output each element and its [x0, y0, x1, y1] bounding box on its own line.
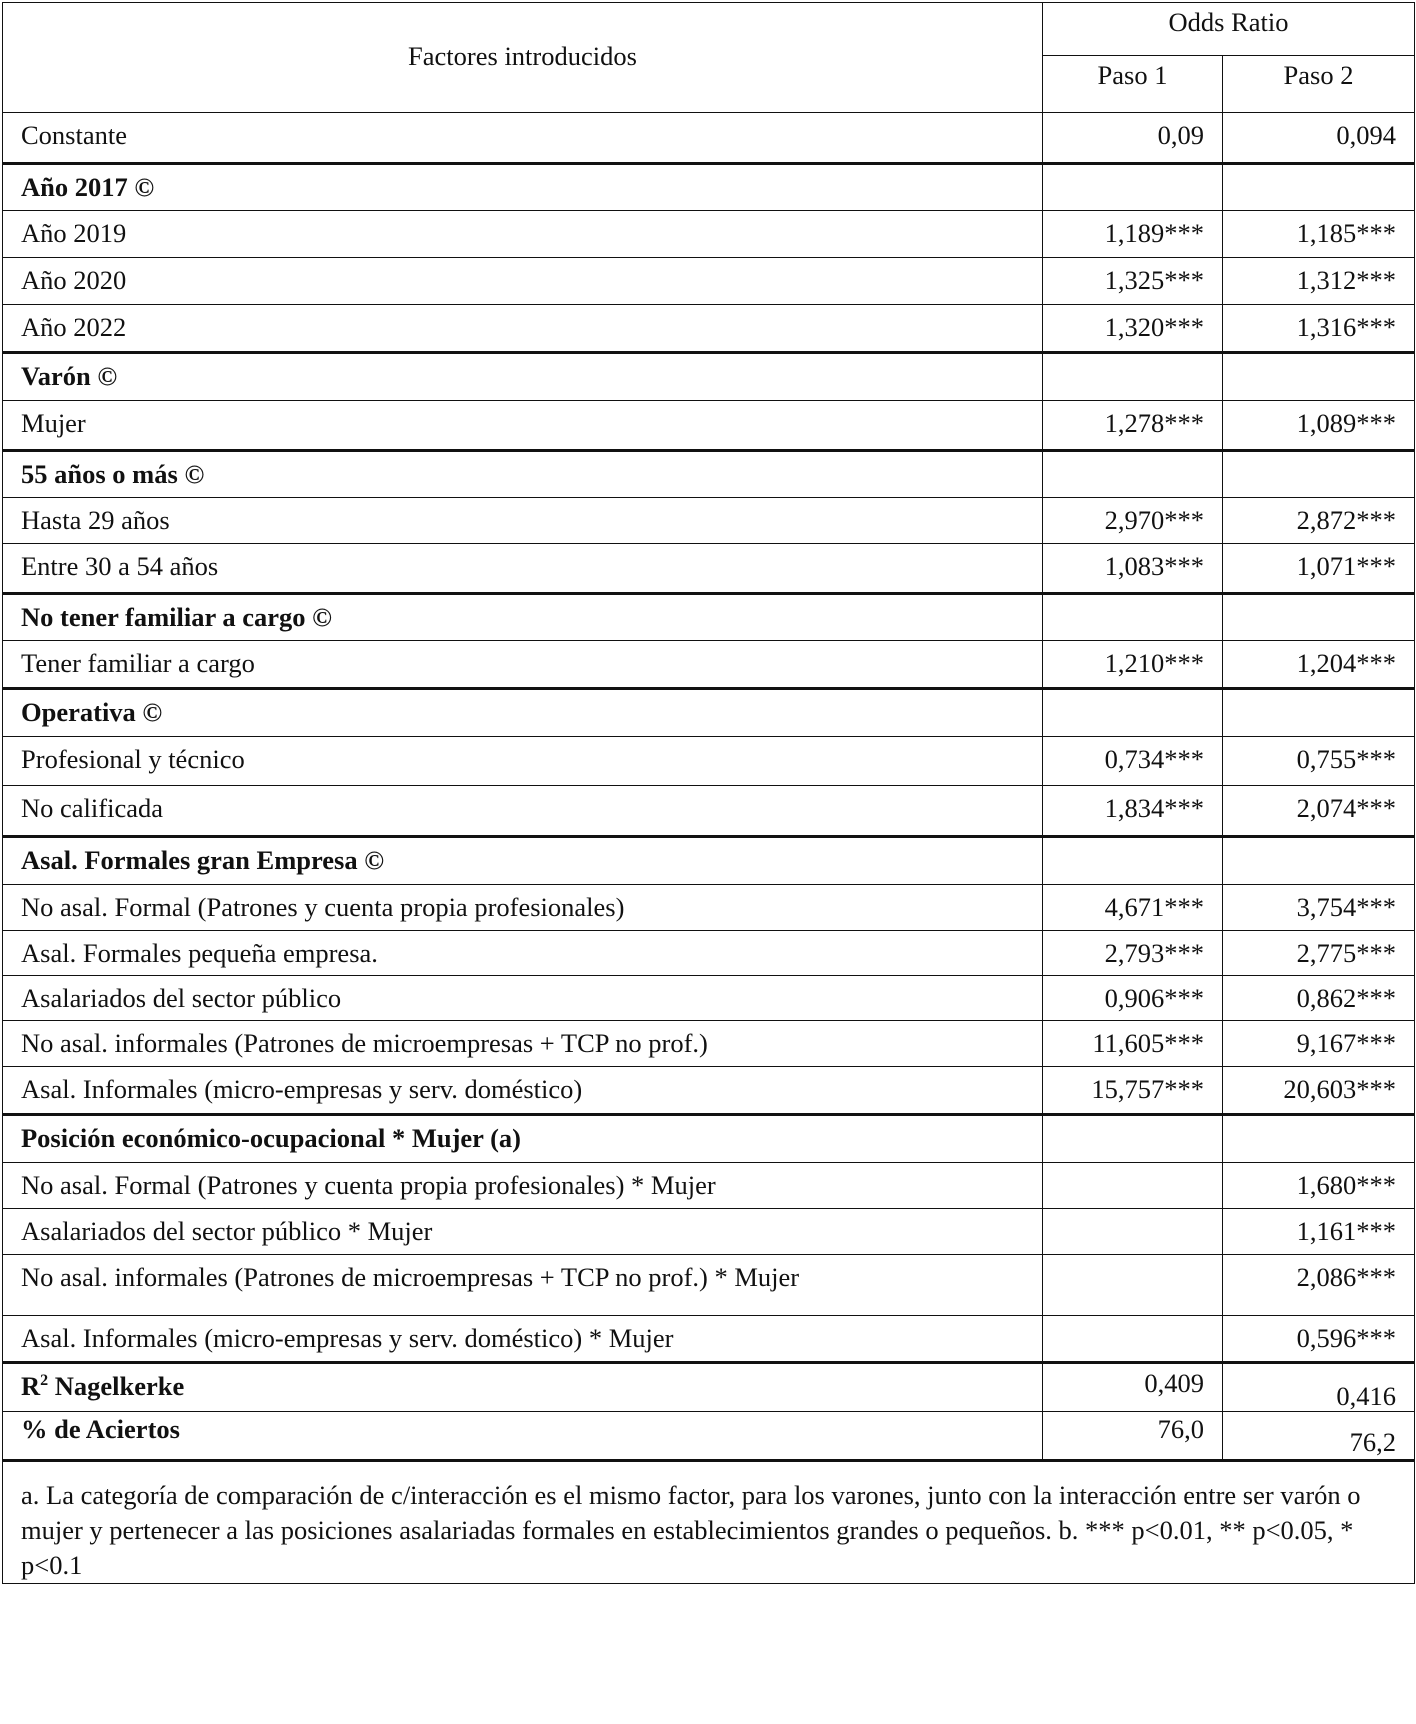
- table-row: [3, 1067, 1415, 1115]
- table-row: [3, 401, 1415, 451]
- group-title: Asal. Formales gran Empresa ©: [3, 837, 1043, 885]
- footnote: a. La categoría de comparación de c/interacción es el mismo factor, para los varones, junto con la interacción entre ser varón o mujer y pertenecer a las posiciones asalariadas formales en establecimientos grandes o pequeños. b. *** p<0.01, ** p<0.05, * p<0.1: [3, 1461, 1415, 1584]
- row-label: Año 2022: [3, 305, 1043, 353]
- row-label: No asal. informales (Patrones de microempresas + TCP no prof.) * Mujer: [3, 1255, 1043, 1316]
- paso1-value: 1,189***: [1043, 211, 1223, 258]
- paso2-value: 1,089***: [1223, 401, 1415, 451]
- empty-cell: [1043, 1115, 1223, 1163]
- row-label: Mujer: [3, 401, 1043, 451]
- row-label: $R^2$ Nagelkerke: [3, 1363, 1043, 1412]
- table-row: [3, 1163, 1415, 1209]
- paso2-value: 0,862***: [1223, 976, 1415, 1021]
- group-title: Posición económico-ocupacional * Mujer (a): [3, 1115, 1043, 1163]
- empty-cell: [1223, 451, 1415, 498]
- paso1-value: 1,834***: [1043, 786, 1223, 837]
- header-paso-2: Paso 2: [1223, 56, 1415, 113]
- paso2-value: 0,094: [1223, 113, 1415, 164]
- paso1-value: 1,325***: [1043, 258, 1223, 305]
- paso2-value: 2,074***: [1223, 786, 1415, 837]
- group-title: Varón ©: [3, 353, 1043, 401]
- table-row: [3, 1316, 1415, 1363]
- odds-ratio-table: [2, 2, 1415, 1584]
- table-row: [3, 1255, 1415, 1316]
- table-row: [3, 498, 1415, 544]
- odds-ratio-table-container: [2, 2, 1414, 1584]
- empty-cell: [1043, 164, 1223, 211]
- row-aciertos: [3, 1412, 1415, 1461]
- row-label: Asal. Informales (micro-empresas y serv. doméstico): [3, 1067, 1043, 1115]
- group-title-row: [3, 164, 1415, 211]
- row-label: Asalariados del sector público: [3, 976, 1043, 1021]
- paso1-value: [1043, 1255, 1223, 1316]
- row-label: No asal. informales (Patrones de microempresas + TCP no prof.): [3, 1021, 1043, 1067]
- paso1-value: [1043, 1209, 1223, 1255]
- header-paso-1: Paso 1: [1043, 56, 1223, 113]
- group-title-row: [3, 689, 1415, 737]
- table-row: [3, 1021, 1415, 1067]
- row-label: Hasta 29 años: [3, 498, 1043, 544]
- empty-cell: [1043, 451, 1223, 498]
- paso1-value: 11,605***: [1043, 1021, 1223, 1067]
- empty-cell: [1223, 594, 1415, 641]
- paso1-value: [1043, 1163, 1223, 1209]
- paso1-value: 2,970***: [1043, 498, 1223, 544]
- empty-cell: [1223, 1115, 1415, 1163]
- paso1-value: 76,0: [1043, 1412, 1223, 1461]
- header-factores: Factores introducidos: [3, 3, 1043, 113]
- row-label: Año 2020: [3, 258, 1043, 305]
- empty-cell: [1043, 837, 1223, 885]
- table-row: [3, 1209, 1415, 1255]
- paso2-value: 0,755***: [1223, 737, 1415, 786]
- paso1-value: 0,409: [1043, 1363, 1223, 1412]
- paso2-value: 9,167***: [1223, 1021, 1415, 1067]
- paso1-value: 1,320***: [1043, 305, 1223, 353]
- table-row: [3, 544, 1415, 594]
- paso2-value: 3,754***: [1223, 885, 1415, 931]
- paso2-value: 1,185***: [1223, 211, 1415, 258]
- group-title-row: [3, 451, 1415, 498]
- row-label: Constante: [3, 113, 1043, 164]
- table-row: [3, 737, 1415, 786]
- group-title: Año 2017 ©: [3, 164, 1043, 211]
- paso1-value: 0,906***: [1043, 976, 1223, 1021]
- empty-cell: [1043, 689, 1223, 737]
- row-label: % de Aciertos: [3, 1412, 1043, 1461]
- paso1-value: 1,278***: [1043, 401, 1223, 451]
- group-title: Operativa ©: [3, 689, 1043, 737]
- paso1-value: 1,210***: [1043, 641, 1223, 689]
- header-odds-ratio: Odds Ratio: [1043, 3, 1415, 56]
- paso2-value: 20,603***: [1223, 1067, 1415, 1115]
- group-title-row: [3, 594, 1415, 641]
- group-title-row: [3, 1115, 1415, 1163]
- row-label: No asal. Formal (Patrones y cuenta propia profesionales) * Mujer: [3, 1163, 1043, 1209]
- empty-cell: [1043, 353, 1223, 401]
- paso2-value: 1,312***: [1223, 258, 1415, 305]
- row-label: Año 2019: [3, 211, 1043, 258]
- paso1-value: 0,09: [1043, 113, 1223, 164]
- paso2-value: 1,204***: [1223, 641, 1415, 689]
- table-row: [3, 885, 1415, 931]
- table-row: [3, 976, 1415, 1021]
- table-row: [3, 305, 1415, 353]
- row-r2-nagelkerke: [3, 1363, 1415, 1412]
- paso2-value: 1,680***: [1223, 1163, 1415, 1209]
- paso2-value: 0,596***: [1223, 1316, 1415, 1363]
- row-label: Profesional y técnico: [3, 737, 1043, 786]
- paso2-value: 1,161***: [1223, 1209, 1415, 1255]
- paso1-value: 2,793***: [1043, 931, 1223, 976]
- group-title: No tener familiar a cargo ©: [3, 594, 1043, 641]
- paso1-value: 4,671***: [1043, 885, 1223, 931]
- empty-cell: [1223, 689, 1415, 737]
- row-label: Asal. Formales pequeña empresa.: [3, 931, 1043, 976]
- empty-cell: [1223, 837, 1415, 885]
- paso2-value: 76,2: [1223, 1412, 1415, 1461]
- table-row: [3, 931, 1415, 976]
- empty-cell: [1043, 594, 1223, 641]
- empty-cell: [1223, 164, 1415, 211]
- table-row: [3, 258, 1415, 305]
- table-row: [3, 786, 1415, 837]
- row-label: Entre 30 a 54 años: [3, 544, 1043, 594]
- row-label: Asal. Informales (micro-empresas y serv. doméstico) * Mujer: [3, 1316, 1043, 1363]
- row-label: No calificada: [3, 786, 1043, 837]
- empty-cell: [1223, 353, 1415, 401]
- table-row: [3, 211, 1415, 258]
- paso1-value: [1043, 1316, 1223, 1363]
- table-row: [3, 641, 1415, 689]
- paso1-value: 0,734***: [1043, 737, 1223, 786]
- row-label: No asal. Formal (Patrones y cuenta propia profesionales): [3, 885, 1043, 931]
- paso2-value: 1,071***: [1223, 544, 1415, 594]
- row-footnote: [3, 1461, 1415, 1584]
- row-label: Asalariados del sector público * Mujer: [3, 1209, 1043, 1255]
- paso1-value: 1,083***: [1043, 544, 1223, 594]
- paso2-value: 2,872***: [1223, 498, 1415, 544]
- group-title-row: [3, 837, 1415, 885]
- group-title-row: [3, 353, 1415, 401]
- paso1-value: 15,757***: [1043, 1067, 1223, 1115]
- row-label: Tener familiar a cargo: [3, 641, 1043, 689]
- paso2-value: 0,416: [1223, 1363, 1415, 1412]
- paso2-value: 2,086***: [1223, 1255, 1415, 1316]
- group-title: 55 años o más ©: [3, 451, 1043, 498]
- row-constante: [3, 113, 1415, 164]
- paso2-value: 1,316***: [1223, 305, 1415, 353]
- paso2-value: 2,775***: [1223, 931, 1415, 976]
